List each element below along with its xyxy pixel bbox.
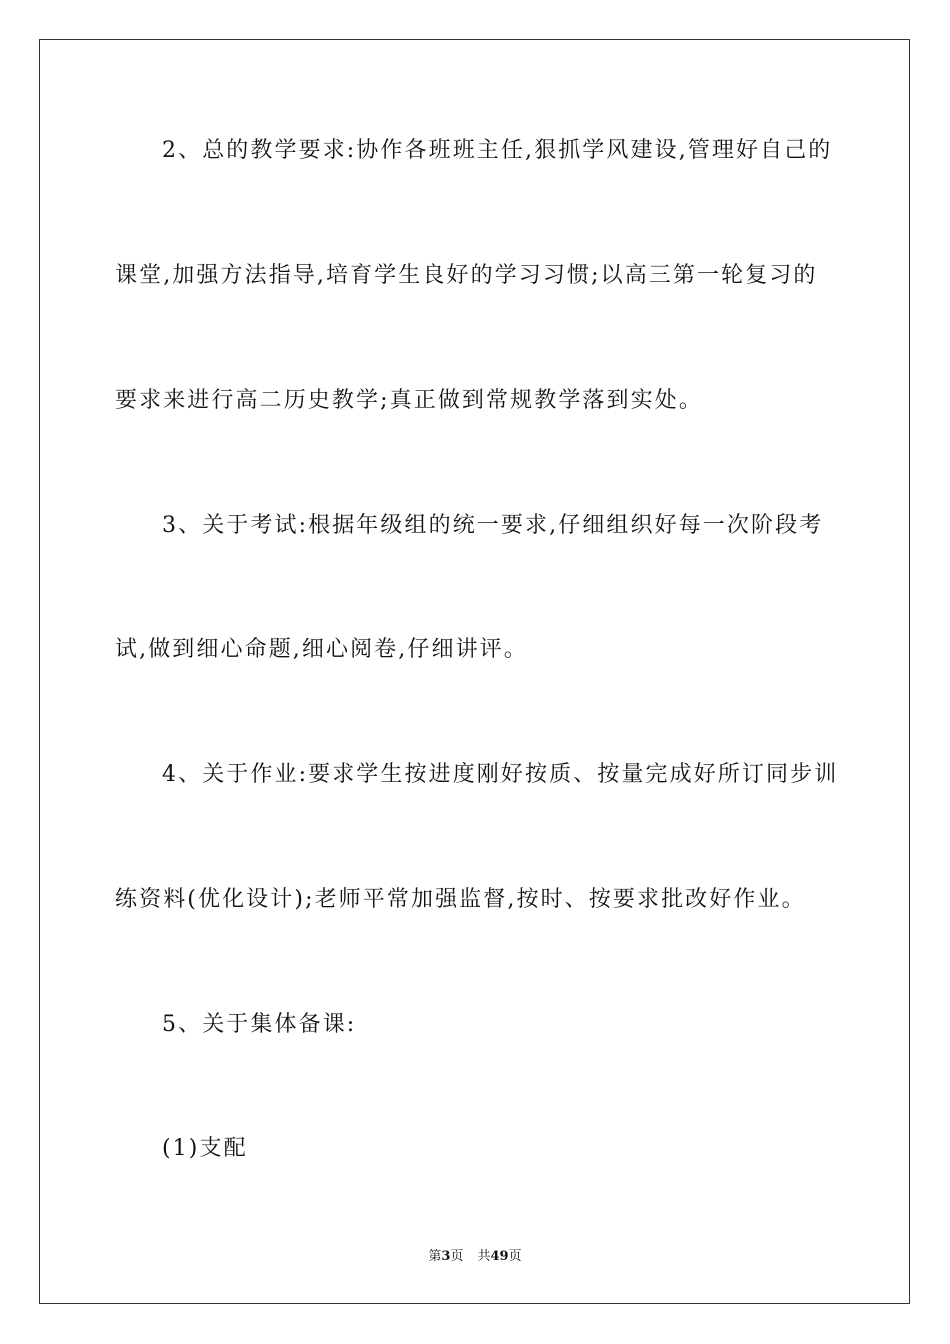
page-border	[39, 39, 910, 1304]
paragraph-4-line-1: 4、关于作业:要求学生按进度刚好按质、按量完成好所订同步训	[162, 762, 839, 787]
paragraph-5-item-1: (1)支配	[162, 1136, 248, 1161]
footer-page-suffix: 页	[450, 1249, 464, 1264]
footer-page-total: 49	[490, 1249, 509, 1264]
paragraph-3-line-1: 3、关于考试:根据年级组的统一要求,仔细组织好每一次阶段考	[162, 513, 824, 538]
paragraph-3-line-2: 试,做到细心命题,细心阅卷,仔细讲评。	[115, 637, 528, 662]
paragraph-2-line-2: 课堂,加强方法指导,培育学生良好的学习习惯;以高三第一轮复习的	[115, 263, 818, 288]
paragraph-2-line-1: 2、总的教学要求:协作各班班主任,狠抓学风建设,管理好自己的	[162, 138, 833, 163]
paragraph-4-line-2: 练资料(优化设计);老师平常加强监督,按时、按要求批改好作业。	[115, 887, 806, 912]
paragraph-5-heading: 5、关于集体备课:	[162, 1012, 357, 1037]
footer-total-prefix: 共	[477, 1249, 491, 1264]
page-footer	[0, 1248, 950, 1266]
footer-total-suffix: 页	[508, 1249, 522, 1264]
footer-page-prefix: 第	[428, 1249, 442, 1264]
paragraph-2-line-3: 要求来进行高二历史教学;真正做到常规教学落到实处。	[115, 388, 703, 413]
footer-page-current: 3	[441, 1249, 451, 1264]
